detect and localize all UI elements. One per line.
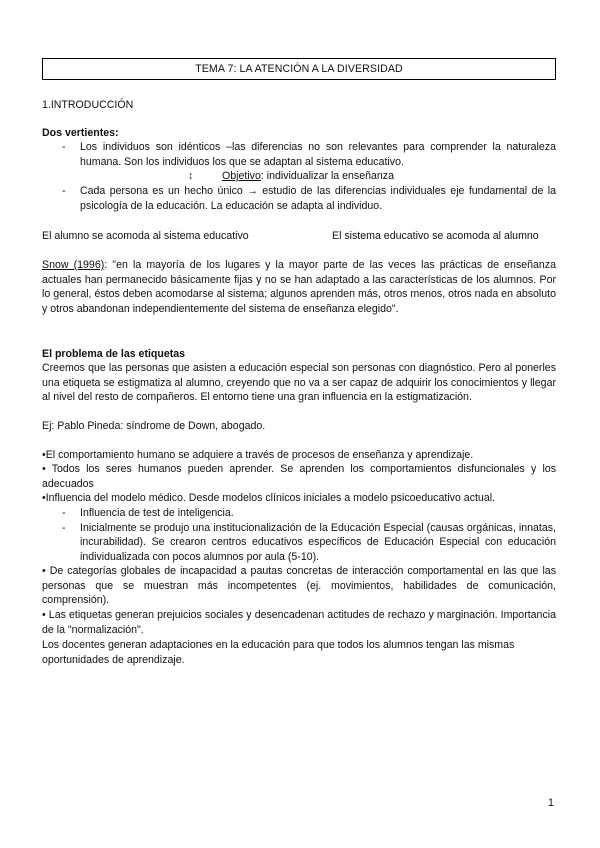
page-title: TEMA 7: LA ATENCIÓN A LA DIVERSIDAD (42, 58, 556, 80)
vertientes-list-2 (62, 184, 556, 213)
vertientes-heading: Dos vertientes: (42, 127, 119, 139)
etiquetas-example: Ej: Pablo Pineda: síndrome de Down, abogado. (42, 420, 266, 432)
vertiente-item-1-text: Los individuos son idénticos –las diferencias no son relevantes para comprender la naturaleza humana. Son los individuos los que se adaptan al sistema educativo. (80, 141, 556, 168)
bullet-4: • De categorías globales de incapacidad a pautas concretas de interacción comportamental en las que las personas que se muestran más incompetentes (ej. movimientos, habilidades de comunicación, comprensión). (42, 565, 556, 607)
etiquetas-heading: El problema de las etiquetas (42, 348, 186, 360)
quote-author: Snow (1996) (42, 259, 105, 271)
bullet-3: •Influencia del modelo médico. Desde modelos clínicos iniciales a modelo psicoeducativo actual. (42, 492, 496, 504)
list-item (62, 184, 556, 213)
closing-paragraph: Los docentes generan adaptaciones en la educación para que todos los alumnos tengan las mismas oportunidades de aprendizaje. (42, 639, 515, 666)
contrast-left: El alumno se acomoda al sistema educativo (42, 230, 249, 242)
snow-quote (42, 258, 556, 316)
vertientes-list (62, 140, 556, 169)
etiquetas-paragraph: Creemos que las personas que asisten a educación especial son personas con diagnóstico. Pero al ponerles una etiqueta se estigmatiza al alumno, creyendo que no va a ser capaz de adquirir los conocimientos y llegar al nivel del resto de compañeros. El entorno tiene una gran influencia en la estigmatización. (42, 362, 556, 404)
section-heading-introduccion: 1.INTRODUCCIÓN (42, 99, 134, 111)
bullet-1: •El comportamiento humano se adquiere a través de procesos de enseñanza y aprendizaje. (42, 449, 474, 461)
sub-list (62, 506, 556, 564)
objetivo-label: Objetivo (222, 170, 261, 182)
quote-text: : "en la mayoría de los lugares y la mayor parte de las veces las prácticas de enseñanza actuales han permanecido básicamente fijas y no se han adaptado a las características de los alumnos. Por lo general, éstos deben acomodarse al sistema; algunos aprenden más, otros menos, otros nada en absoluto y otros abandonan independientemente del sistema de enseñanza elegido". (42, 259, 556, 315)
objetivo-line (222, 169, 394, 184)
contrast-right: El sistema educativo se acomoda al alumno (332, 230, 539, 242)
objetivo-text: : individualizar la enseñanza (260, 170, 394, 182)
sub-item-2-text: Inicialmente se produjo una institucionalización de la Educación Especial (causas orgánicas, innatas, incurabilidad). Se crearon centros educativos específicos de Educación Especial con educación individualizada con pocos alumnos por aula (5-10). (80, 521, 556, 563)
dash-bullet: - (62, 507, 66, 519)
dash-bullet: - (62, 141, 66, 153)
bullet-2: • Todos los seres humanos pueden aprender. Se aprenden los comportamientos disfuncionales y los adecuados (42, 463, 556, 490)
page-number: 1 (548, 797, 554, 809)
bullet-5: • Las etiquetas generan prejuicios sociales y desencadenan actitudes de rechazo y marginación. Importancia de la "normalización". (42, 609, 556, 636)
list-item (62, 506, 556, 521)
vertiente-item-2-text: Cada persona es un hecho único → estudio de las diferencias individuales eje fundamental de la psicología de la educación. La educación se adapta al individuo. (80, 185, 556, 212)
sub-item-1-text: Influencia de test de inteligencia. (80, 507, 234, 519)
list-item (62, 140, 556, 169)
updown-arrow-icon: ↕ (188, 170, 194, 182)
dash-bullet: - (62, 185, 66, 197)
list-item (62, 521, 556, 565)
dash-bullet: - (62, 521, 66, 534)
